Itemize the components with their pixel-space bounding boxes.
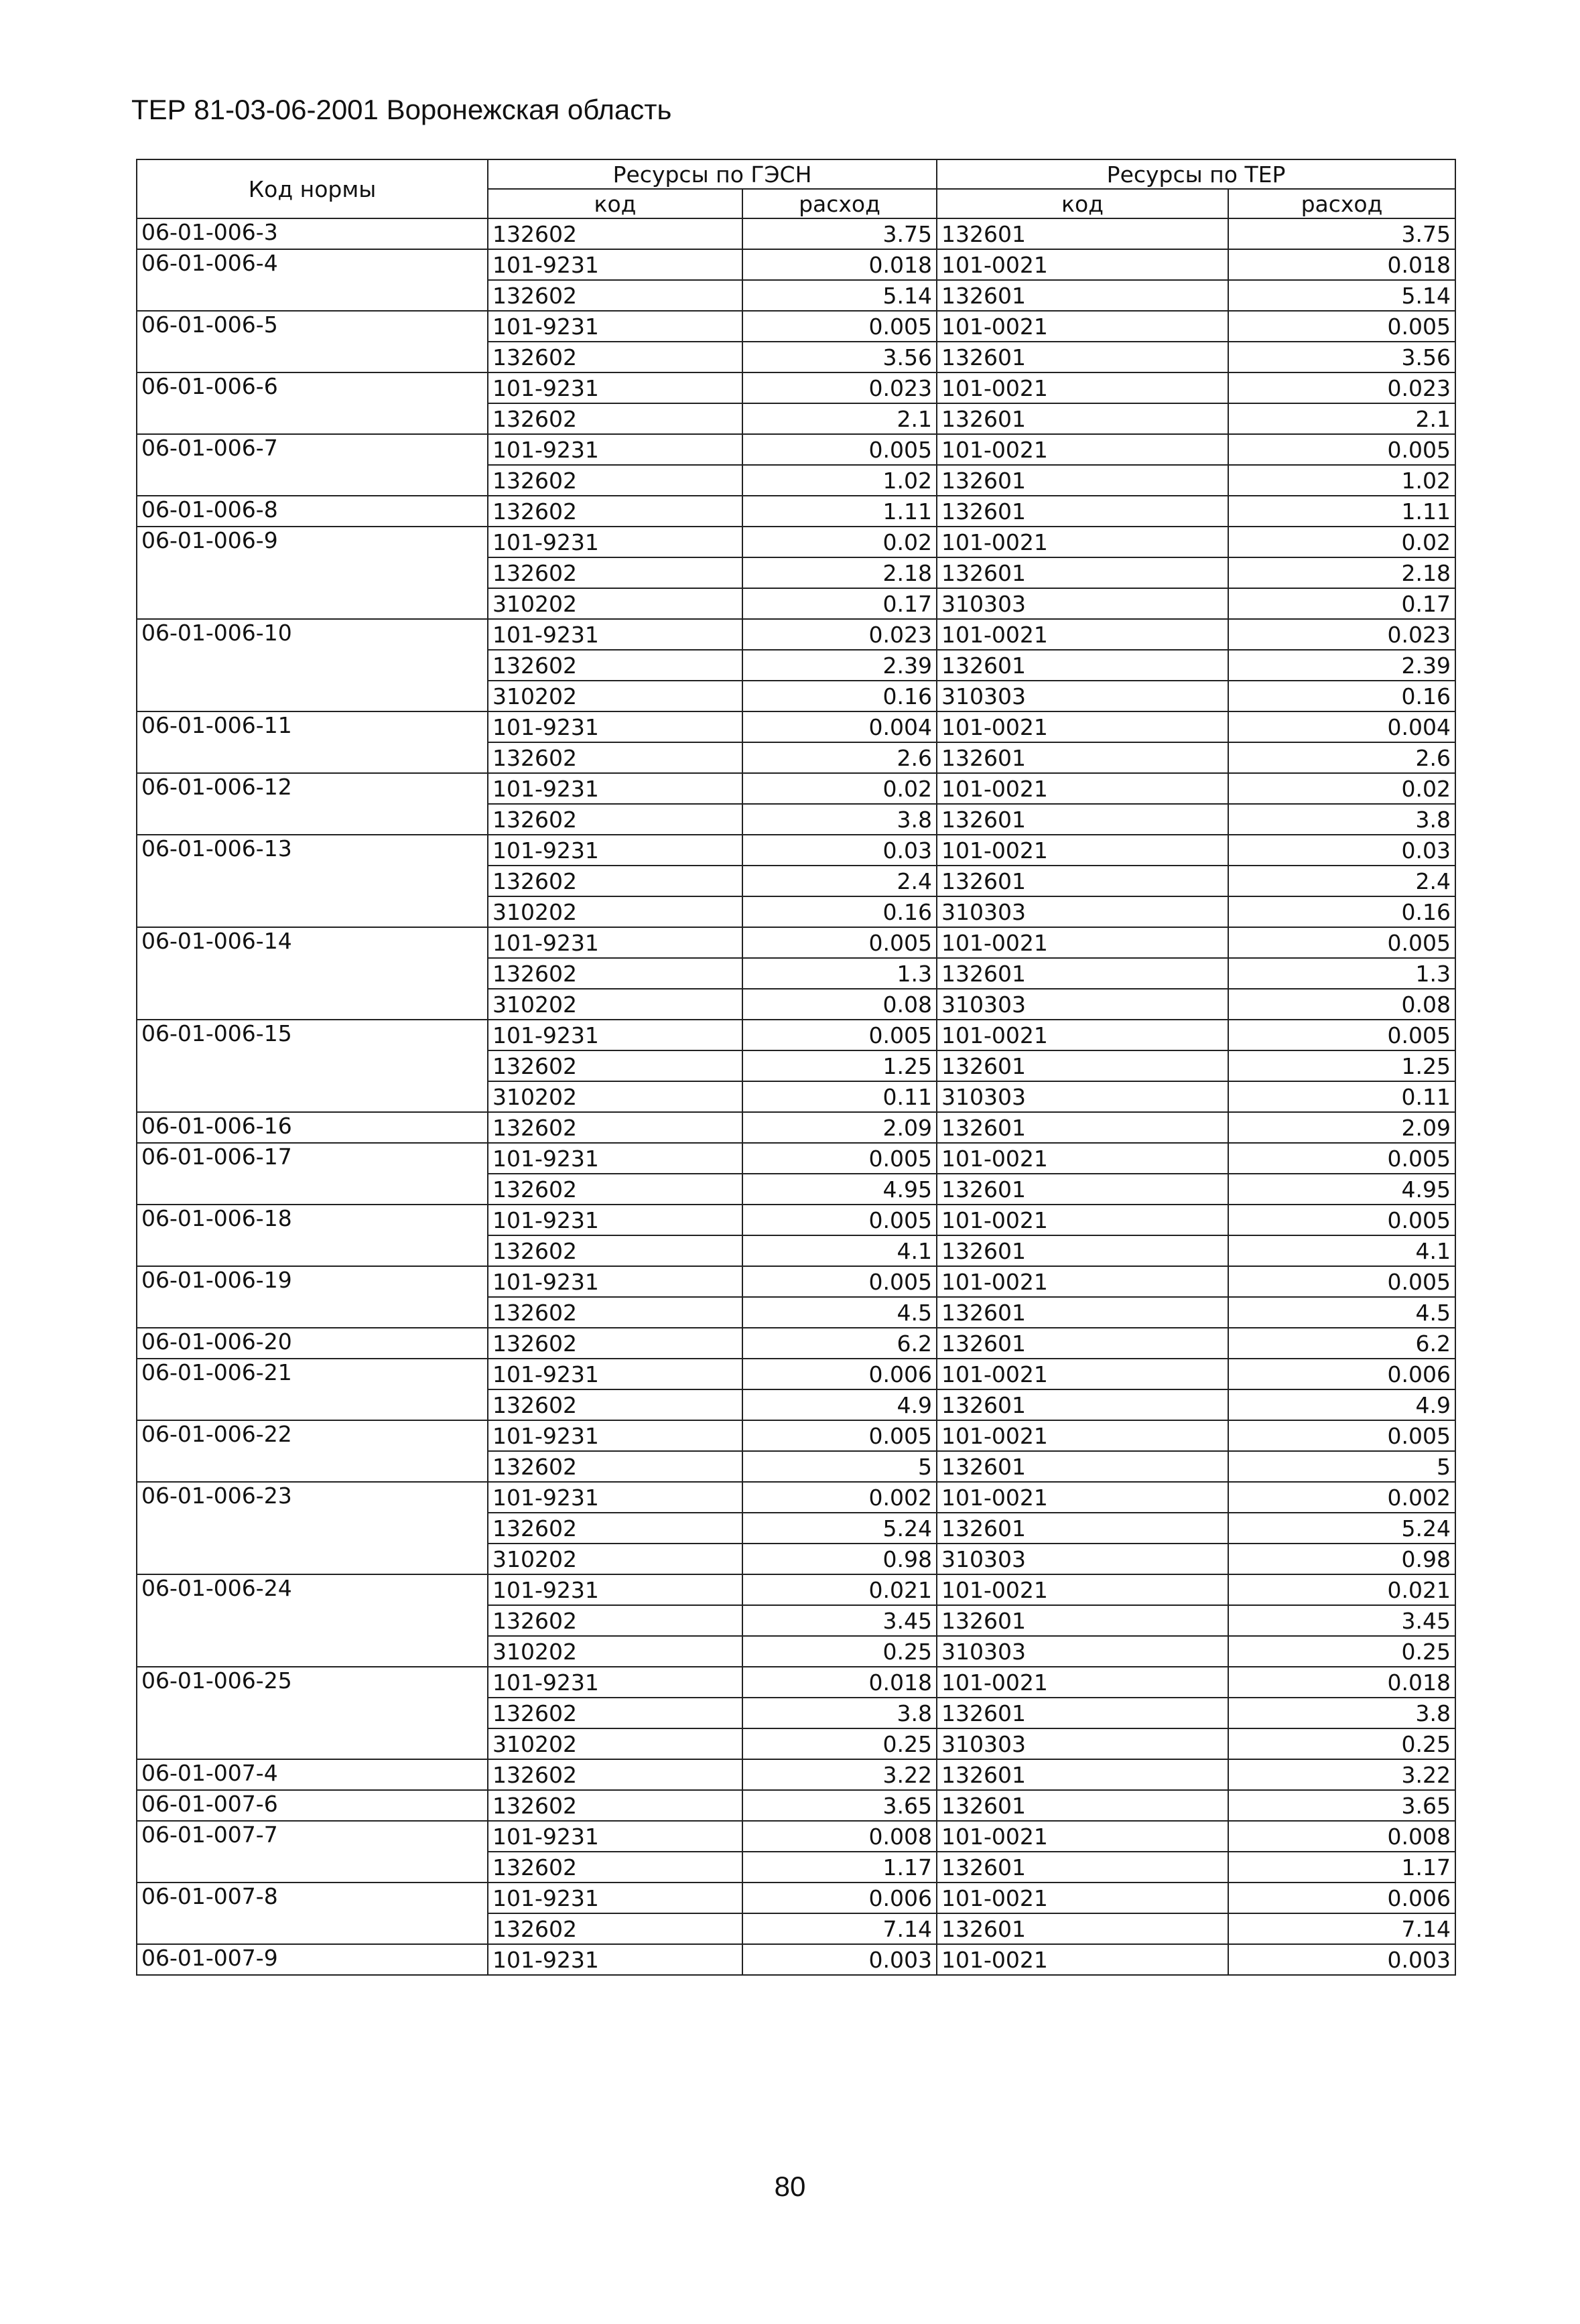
gesn-amount-cell: 1.3 [742, 958, 937, 989]
ter-code-cell: 310303 [937, 896, 1228, 927]
gesn-code-cell: 101-9231 [488, 311, 742, 342]
norm-code-cell: 06-01-006-10 [137, 619, 488, 711]
table-row [137, 496, 1455, 527]
ter-code-cell: 101-0021 [937, 527, 1228, 557]
gesn-amount-cell: 3.75 [742, 218, 937, 249]
table-row [137, 1759, 1455, 1790]
gesn-resources-header: Ресурсы по ГЭСН [488, 159, 937, 189]
gesn-amount-cell: 5 [742, 1451, 937, 1482]
ter-code-cell: 101-0021 [937, 1420, 1228, 1451]
gesn-code-cell: 132602 [488, 1297, 742, 1328]
ter-code-cell: 101-0021 [937, 434, 1228, 465]
table-row [137, 1359, 1455, 1389]
gesn-amount-cell: 1.17 [742, 1852, 937, 1883]
ter-amount-cell: 3.56 [1228, 342, 1455, 372]
gesn-amount-cell: 4.9 [742, 1389, 937, 1420]
ter-amount-cell: 1.3 [1228, 958, 1455, 989]
ter-amount-cell: 0.16 [1228, 681, 1455, 711]
gesn-code-cell: 101-9231 [488, 1143, 742, 1174]
table-row [137, 311, 1455, 342]
norm-code-cell: 06-01-006-5 [137, 311, 488, 372]
gesn-amount-cell: 2.6 [742, 742, 937, 773]
gesn-amount-cell: 0.25 [742, 1636, 937, 1667]
gesn-amount-cell: 0.006 [742, 1359, 937, 1389]
gesn-amount-cell: 0.023 [742, 619, 937, 650]
gesn-code-cell: 132602 [488, 465, 742, 496]
ter-code-cell: 132601 [937, 958, 1228, 989]
norm-code-cell: 06-01-006-17 [137, 1143, 488, 1205]
norm-code-cell: 06-01-006-12 [137, 773, 488, 835]
ter-amount-cell: 0.004 [1228, 711, 1455, 742]
norm-code-cell: 06-01-006-21 [137, 1359, 488, 1420]
ter-code-cell: 101-0021 [937, 1020, 1228, 1050]
ter-code-cell: 132601 [937, 866, 1228, 896]
ter-amount-cell: 3.75 [1228, 218, 1455, 249]
ter-code-cell: 101-0021 [937, 1266, 1228, 1297]
gesn-code-cell: 132602 [488, 342, 742, 372]
gesn-amount-cell: 0.16 [742, 681, 937, 711]
gesn-amount-cell: 0.005 [742, 1420, 937, 1451]
ter-amount-cell: 2.1 [1228, 403, 1455, 434]
ter-amount-cell: 4.5 [1228, 1297, 1455, 1328]
gesn-code-cell: 310202 [488, 1081, 742, 1112]
gesn-amount-cell: 0.004 [742, 711, 937, 742]
table-row [137, 372, 1455, 403]
ter-code-cell: 132601 [937, 218, 1228, 249]
ter-amount-cell: 3.8 [1228, 1698, 1455, 1728]
gesn-amount-cell: 0.16 [742, 896, 937, 927]
ter-amount-cell: 0.018 [1228, 1667, 1455, 1698]
gesn-amount-cell: 7.14 [742, 1913, 937, 1944]
ter-code-cell: 101-0021 [937, 773, 1228, 804]
ter-code-cell: 132601 [937, 1174, 1228, 1205]
ter-amount-cell: 7.14 [1228, 1913, 1455, 1944]
ter-amount-cell: 0.005 [1228, 1266, 1455, 1297]
ter-amount-cell: 2.18 [1228, 557, 1455, 588]
ter-code-cell: 132601 [937, 280, 1228, 311]
norm-code-cell: 06-01-007-8 [137, 1883, 488, 1944]
gesn-code-cell: 132602 [488, 1698, 742, 1728]
ter-amount-cell: 0.98 [1228, 1544, 1455, 1574]
norm-code-cell: 06-01-006-3 [137, 218, 488, 249]
ter-code-cell: 132601 [937, 650, 1228, 681]
table-row [137, 1574, 1455, 1605]
gesn-code-cell: 101-9231 [488, 1482, 742, 1513]
norm-code-cell: 06-01-007-4 [137, 1759, 488, 1790]
ter-code-cell: 101-0021 [937, 835, 1228, 866]
ter-amount-cell: 0.16 [1228, 896, 1455, 927]
ter-code-cell: 132601 [937, 742, 1228, 773]
gesn-code-cell: 310202 [488, 989, 742, 1020]
ter-code-cell: 101-0021 [937, 1574, 1228, 1605]
gesn-code-cell: 310202 [488, 681, 742, 711]
ter-amount-cell: 0.25 [1228, 1728, 1455, 1759]
ter-amount-cell: 1.02 [1228, 465, 1455, 496]
norm-code-cell: 06-01-006-18 [137, 1205, 488, 1266]
ter-amount-cell: 4.1 [1228, 1235, 1455, 1266]
gesn-amount-cell: 3.45 [742, 1605, 937, 1636]
gesn-amount-cell: 3.22 [742, 1759, 937, 1790]
ter-amount-cell: 3.65 [1228, 1790, 1455, 1821]
ter-code-cell: 132601 [937, 465, 1228, 496]
gesn-code-cell: 310202 [488, 896, 742, 927]
table-row [137, 1790, 1455, 1821]
norm-code-cell: 06-01-006-23 [137, 1482, 488, 1574]
table-row [137, 835, 1455, 866]
gesn-amount-cell: 0.008 [742, 1821, 937, 1852]
gesn-code-cell: 101-9231 [488, 1359, 742, 1389]
ter-code-cell: 132601 [937, 1698, 1228, 1728]
ter-code-cell: 101-0021 [937, 1667, 1228, 1698]
table-row [137, 1328, 1455, 1359]
table-row [137, 434, 1455, 465]
gesn-amount-cell: 3.65 [742, 1790, 937, 1821]
gesn-code-cell: 132602 [488, 1513, 742, 1544]
ter-amount-cell: 2.39 [1228, 650, 1455, 681]
ter-amount-cell: 1.25 [1228, 1050, 1455, 1081]
gesn-code-cell: 132602 [488, 1389, 742, 1420]
gesn-code-cell: 132602 [488, 1790, 742, 1821]
ter-code-cell: 132601 [937, 1605, 1228, 1636]
gesn-amount-cell: 0.005 [742, 1020, 937, 1050]
norm-code-cell: 06-01-006-7 [137, 434, 488, 496]
gesn-code-cell: 132602 [488, 1852, 742, 1883]
norm-code-cell: 06-01-006-25 [137, 1667, 488, 1759]
ter-code-cell: 101-0021 [937, 927, 1228, 958]
gesn-amount-cell: 0.02 [742, 527, 937, 557]
gesn-amount-cell: 0.11 [742, 1081, 937, 1112]
norm-code-cell: 06-01-006-24 [137, 1574, 488, 1667]
norm-code-cell: 06-01-007-9 [137, 1944, 488, 1975]
gesn-amount-cell: 0.021 [742, 1574, 937, 1605]
gesn-amount-cell: 2.18 [742, 557, 937, 588]
ter-amount-cell: 2.09 [1228, 1112, 1455, 1143]
ter-code-cell: 132601 [937, 804, 1228, 835]
norm-code-cell: 06-01-006-11 [137, 711, 488, 773]
table-row [137, 1667, 1455, 1698]
gesn-code-cell: 132602 [488, 403, 742, 434]
gesn-code-cell: 132602 [488, 742, 742, 773]
ter-amount-cell: 0.018 [1228, 249, 1455, 280]
gesn-code-cell: 101-9231 [488, 835, 742, 866]
ter-amount-cell: 4.95 [1228, 1174, 1455, 1205]
gesn-amount-cell: 0.003 [742, 1944, 937, 1975]
gesn-amount-cell: 0.005 [742, 1143, 937, 1174]
page-header: ТЕР 81-03-06-2001 Воронежская область [131, 94, 672, 125]
gesn-code-header: код [488, 189, 742, 218]
gesn-amount-cell: 0.08 [742, 989, 937, 1020]
table-row [137, 1020, 1455, 1050]
gesn-amount-cell: 4.1 [742, 1235, 937, 1266]
ter-code-cell: 101-0021 [937, 619, 1228, 650]
gesn-code-cell: 132602 [488, 1050, 742, 1081]
ter-code-cell: 132601 [937, 1050, 1228, 1081]
gesn-amount-cell: 5.14 [742, 280, 937, 311]
ter-code-cell: 310303 [937, 681, 1228, 711]
norm-code-cell: 06-01-006-16 [137, 1112, 488, 1143]
ter-amount-cell: 0.02 [1228, 773, 1455, 804]
gesn-code-cell: 132602 [488, 1913, 742, 1944]
table-row [137, 711, 1455, 742]
gesn-code-cell: 132602 [488, 804, 742, 835]
ter-amount-cell: 0.005 [1228, 1205, 1455, 1235]
gesn-code-cell: 132602 [488, 866, 742, 896]
ter-amount-cell: 3.22 [1228, 1759, 1455, 1790]
gesn-amount-cell: 0.98 [742, 1544, 937, 1574]
gesn-code-cell: 132602 [488, 496, 742, 527]
gesn-code-cell: 310202 [488, 1544, 742, 1574]
gesn-code-cell: 101-9231 [488, 927, 742, 958]
ter-amount-cell: 3.45 [1228, 1605, 1455, 1636]
ter-code-cell: 132601 [937, 557, 1228, 588]
gesn-code-cell: 101-9231 [488, 1205, 742, 1235]
ter-amount-cell: 2.6 [1228, 742, 1455, 773]
ter-code-cell: 101-0021 [937, 1482, 1228, 1513]
gesn-code-cell: 101-9231 [488, 1944, 742, 1975]
ter-amount-cell: 0.005 [1228, 311, 1455, 342]
ter-code-cell: 132601 [937, 1451, 1228, 1482]
gesn-amount-cell: 0.006 [742, 1883, 937, 1913]
ter-amount-cell: 0.03 [1228, 835, 1455, 866]
norm-code-cell: 06-01-007-7 [137, 1821, 488, 1883]
ter-amount-cell: 0.08 [1228, 989, 1455, 1020]
gesn-code-cell: 101-9231 [488, 1883, 742, 1913]
ter-code-cell: 132601 [937, 1913, 1228, 1944]
ter-amount-cell: 6.2 [1228, 1328, 1455, 1359]
ter-amount-cell: 1.17 [1228, 1852, 1455, 1883]
gesn-amount-cell: 0.005 [742, 434, 937, 465]
ter-code-cell: 132601 [937, 403, 1228, 434]
ter-amount-cell: 0.023 [1228, 619, 1455, 650]
gesn-code-cell: 101-9231 [488, 773, 742, 804]
ter-code-cell: 132601 [937, 1759, 1228, 1790]
norm-code-cell: 06-01-006-9 [137, 527, 488, 619]
gesn-code-cell: 132602 [488, 1605, 742, 1636]
ter-amount-cell: 5.24 [1228, 1513, 1455, 1544]
gesn-amount-cell: 5.24 [742, 1513, 937, 1544]
gesn-amount-cell: 1.11 [742, 496, 937, 527]
ter-code-cell: 132601 [937, 1790, 1228, 1821]
ter-amount-cell: 5.14 [1228, 280, 1455, 311]
table-row [137, 1143, 1455, 1174]
ter-amount-cell: 0.008 [1228, 1821, 1455, 1852]
gesn-amount-cell: 4.5 [742, 1297, 937, 1328]
resources-table [136, 159, 1456, 1976]
gesn-amount-cell: 0.005 [742, 927, 937, 958]
gesn-amount-cell: 0.005 [742, 1205, 937, 1235]
gesn-amount-cell: 2.39 [742, 650, 937, 681]
table-row [137, 619, 1455, 650]
table-row [137, 1821, 1455, 1852]
norm-code-cell: 06-01-006-4 [137, 249, 488, 311]
ter-code-cell: 310303 [937, 1728, 1228, 1759]
ter-amount-cell: 0.11 [1228, 1081, 1455, 1112]
gesn-amount-cell: 3.56 [742, 342, 937, 372]
gesn-amount-cell: 0.17 [742, 588, 937, 619]
gesn-amount-cell: 6.2 [742, 1328, 937, 1359]
ter-code-cell: 101-0021 [937, 372, 1228, 403]
ter-code-cell: 101-0021 [937, 1359, 1228, 1389]
gesn-amount-cell: 0.018 [742, 249, 937, 280]
norm-code-cell: 06-01-006-8 [137, 496, 488, 527]
ter-amount-header: расход [1228, 189, 1455, 218]
gesn-code-cell: 101-9231 [488, 1420, 742, 1451]
ter-amount-cell: 0.005 [1228, 1420, 1455, 1451]
ter-code-cell: 310303 [937, 1544, 1228, 1574]
norm-code-cell: 06-01-006-19 [137, 1266, 488, 1328]
gesn-code-cell: 132602 [488, 1451, 742, 1482]
gesn-code-cell: 132602 [488, 1112, 742, 1143]
ter-code-cell: 132601 [937, 1328, 1228, 1359]
ter-code-header: код [937, 189, 1228, 218]
ter-resources-header: Ресурсы по ТЕР [937, 159, 1455, 189]
table-row [137, 1420, 1455, 1451]
table-body [137, 218, 1455, 1975]
gesn-code-cell: 132602 [488, 650, 742, 681]
ter-code-cell: 101-0021 [937, 1143, 1228, 1174]
gesn-code-cell: 310202 [488, 588, 742, 619]
norm-code-cell: 06-01-006-13 [137, 835, 488, 927]
table-row [137, 527, 1455, 557]
ter-amount-cell: 2.4 [1228, 866, 1455, 896]
gesn-amount-cell: 2.4 [742, 866, 937, 896]
ter-code-cell: 132601 [937, 1389, 1228, 1420]
gesn-code-cell: 132602 [488, 1174, 742, 1205]
ter-code-cell: 101-0021 [937, 311, 1228, 342]
gesn-amount-cell: 0.005 [742, 311, 937, 342]
gesn-amount-header: расход [742, 189, 937, 218]
ter-code-cell: 132601 [937, 1852, 1228, 1883]
ter-amount-cell: 0.023 [1228, 372, 1455, 403]
norm-code-cell: 06-01-006-6 [137, 372, 488, 434]
gesn-amount-cell: 0.005 [742, 1266, 937, 1297]
ter-amount-cell: 0.25 [1228, 1636, 1455, 1667]
gesn-code-cell: 101-9231 [488, 1266, 742, 1297]
gesn-code-cell: 132602 [488, 1328, 742, 1359]
gesn-amount-cell: 0.03 [742, 835, 937, 866]
table-row [137, 1883, 1455, 1913]
gesn-amount-cell: 3.8 [742, 804, 937, 835]
gesn-code-cell: 101-9231 [488, 372, 742, 403]
table-row [137, 1482, 1455, 1513]
table-row [137, 1266, 1455, 1297]
ter-code-cell: 310303 [937, 588, 1228, 619]
ter-code-cell: 132601 [937, 1297, 1228, 1328]
ter-amount-cell: 4.9 [1228, 1389, 1455, 1420]
ter-amount-cell: 0.006 [1228, 1359, 1455, 1389]
ter-amount-cell: 0.17 [1228, 588, 1455, 619]
ter-amount-cell: 0.006 [1228, 1883, 1455, 1913]
ter-amount-cell: 0.005 [1228, 1020, 1455, 1050]
gesn-code-cell: 310202 [488, 1636, 742, 1667]
norm-code-cell: 06-01-006-22 [137, 1420, 488, 1482]
ter-amount-cell: 0.02 [1228, 527, 1455, 557]
gesn-amount-cell: 0.02 [742, 773, 937, 804]
gesn-code-cell: 310202 [488, 1728, 742, 1759]
ter-code-cell: 310303 [937, 1636, 1228, 1667]
norm-code-cell: 06-01-007-6 [137, 1790, 488, 1821]
gesn-code-cell: 101-9231 [488, 711, 742, 742]
gesn-code-cell: 132602 [488, 280, 742, 311]
gesn-amount-cell: 2.09 [742, 1112, 937, 1143]
ter-amount-cell: 0.021 [1228, 1574, 1455, 1605]
ter-code-cell: 310303 [937, 989, 1228, 1020]
ter-amount-cell: 0.003 [1228, 1944, 1455, 1975]
ter-code-cell: 101-0021 [937, 1821, 1228, 1852]
gesn-code-cell: 101-9231 [488, 1821, 742, 1852]
gesn-amount-cell: 1.25 [742, 1050, 937, 1081]
table-row [137, 218, 1455, 249]
norm-code-cell: 06-01-006-15 [137, 1020, 488, 1112]
gesn-code-cell: 132602 [488, 218, 742, 249]
table-row [137, 249, 1455, 280]
norm-code-header: Код нормы [137, 159, 488, 218]
gesn-code-cell: 101-9231 [488, 434, 742, 465]
ter-code-cell: 101-0021 [937, 1205, 1228, 1235]
ter-code-cell: 101-0021 [937, 1944, 1228, 1975]
ter-amount-cell: 3.8 [1228, 804, 1455, 835]
gesn-amount-cell: 1.02 [742, 465, 937, 496]
gesn-amount-cell: 3.8 [742, 1698, 937, 1728]
table-row [137, 927, 1455, 958]
gesn-amount-cell: 2.1 [742, 403, 937, 434]
gesn-code-cell: 101-9231 [488, 1020, 742, 1050]
ter-amount-cell: 0.005 [1228, 927, 1455, 958]
ter-code-cell: 310303 [937, 1081, 1228, 1112]
ter-amount-cell: 1.11 [1228, 496, 1455, 527]
ter-code-cell: 132601 [937, 1112, 1228, 1143]
gesn-code-cell: 132602 [488, 958, 742, 989]
ter-amount-cell: 0.002 [1228, 1482, 1455, 1513]
gesn-amount-cell: 0.25 [742, 1728, 937, 1759]
gesn-amount-cell: 0.023 [742, 372, 937, 403]
ter-code-cell: 132601 [937, 496, 1228, 527]
ter-amount-cell: 0.005 [1228, 434, 1455, 465]
table-row [137, 1944, 1455, 1975]
gesn-amount-cell: 4.95 [742, 1174, 937, 1205]
norm-code-cell: 06-01-006-14 [137, 927, 488, 1020]
ter-amount-cell: 5 [1228, 1451, 1455, 1482]
gesn-code-cell: 101-9231 [488, 1574, 742, 1605]
table-row [137, 1112, 1455, 1143]
gesn-code-cell: 132602 [488, 1759, 742, 1790]
ter-code-cell: 101-0021 [937, 711, 1228, 742]
gesn-code-cell: 101-9231 [488, 619, 742, 650]
gesn-code-cell: 132602 [488, 557, 742, 588]
gesn-amount-cell: 0.002 [742, 1482, 937, 1513]
ter-amount-cell: 0.005 [1228, 1143, 1455, 1174]
gesn-code-cell: 101-9231 [488, 249, 742, 280]
table-row [137, 773, 1455, 804]
gesn-code-cell: 101-9231 [488, 1667, 742, 1698]
ter-code-cell: 101-0021 [937, 1883, 1228, 1913]
ter-code-cell: 132601 [937, 1513, 1228, 1544]
gesn-code-cell: 132602 [488, 1235, 742, 1266]
page-number: 80 [774, 2171, 806, 2202]
gesn-amount-cell: 0.018 [742, 1667, 937, 1698]
table-header [137, 159, 1455, 218]
norm-code-cell: 06-01-006-20 [137, 1328, 488, 1359]
ter-code-cell: 132601 [937, 1235, 1228, 1266]
ter-code-cell: 132601 [937, 342, 1228, 372]
ter-code-cell: 101-0021 [937, 249, 1228, 280]
gesn-code-cell: 101-9231 [488, 527, 742, 557]
table-row [137, 1205, 1455, 1235]
